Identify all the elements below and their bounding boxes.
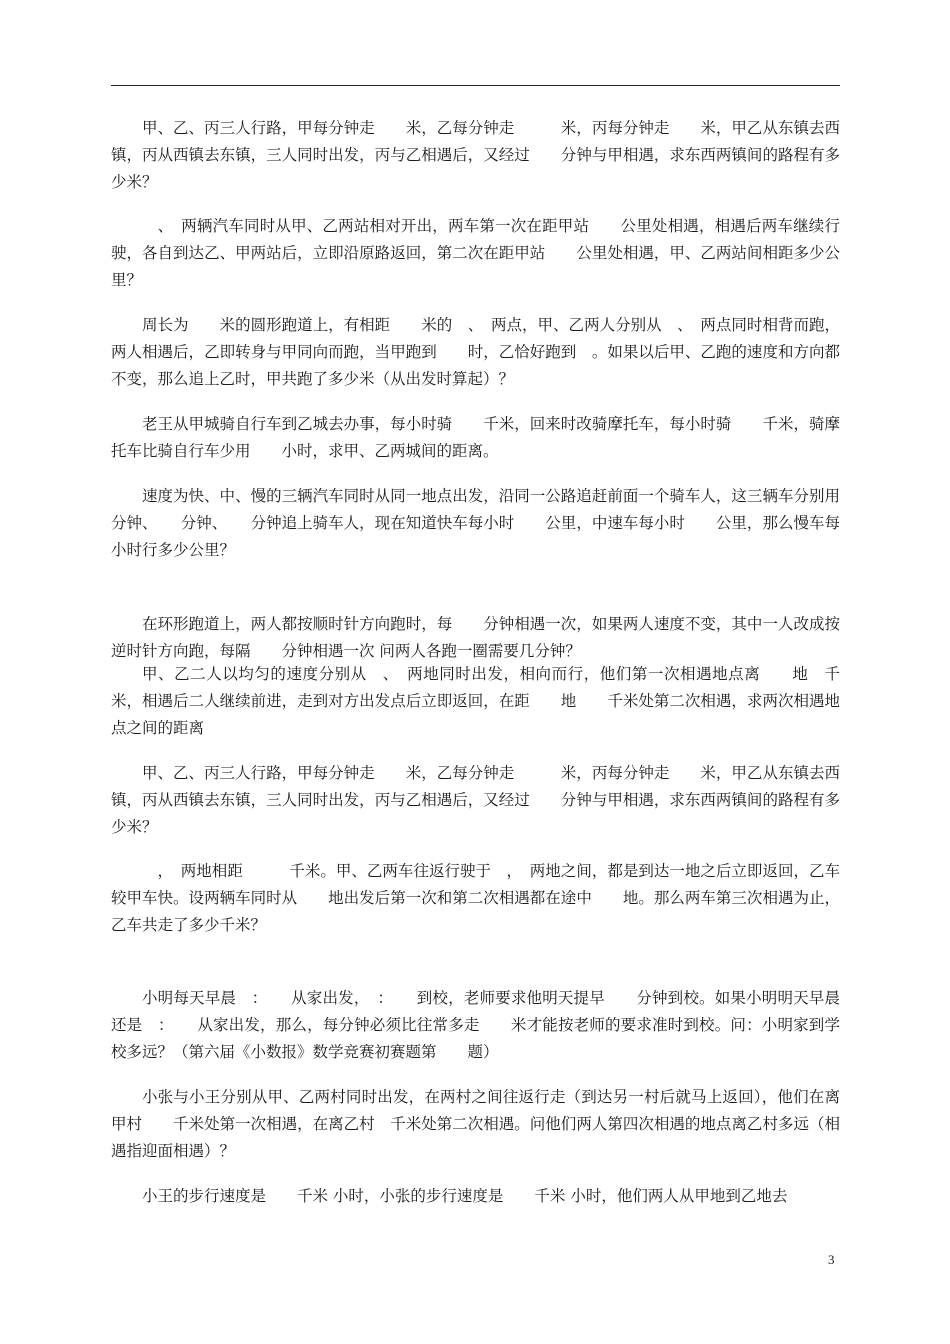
problem-6: 在环形跑道上，两人都按顺时针方向跑时，每 分钟相遇一次，如果两人速度不变，其中一人改成按逆时针方向跑，每隔 分钟相遇一次 问两人各跑一圈需要几分钟？ <box>111 615 840 660</box>
problem-2: 、 两辆汽车同时从甲、乙两站相对开出，两车第一次在距甲站 公里处相遇，相遇后两车继续行驶，各自到达乙、甲两站后，立即沿原路返回，第二次在距甲站 公里处相遇，甲、乙两站间相距多少公里？ <box>111 217 840 289</box>
problem-9: ， 两地相距 千米。甲、乙两车往返行驶于 ， 两地之间，都是到达一地之后立即返回，乙车较甲车快。设两辆车同时从 地出发后第一次和第二次相遇都在途中 地。那么两车第三次相遇为止，乙车共走了多少千米？ <box>111 862 840 934</box>
problem-12: 小王的步行速度是 千米 小时，小张的步行速度是 千米 小时，他们两人从甲地到乙地去 <box>142 1187 788 1205</box>
problem-3: 周长为 米的圆形跑道上，有相距 米的 、 两点，甲、乙两人分别从 、 两点同时相背而跑，两人相遇后，乙即转身与甲同向而跑，当甲跑到 时，乙恰好跑到 。如果以后甲、乙跑的速度和方向都不变，那么追上乙时，甲共跑了多少米（从出发时算起）？ <box>111 316 840 388</box>
problem-8: 甲、乙、丙三人行路，甲每分钟走 米，乙每分钟走 米，丙每分钟走 米，甲乙从东镇去西镇，丙从西镇去东镇，三人同时出发，丙与乙相遇后，又经过 分钟与甲相遇，求东西两镇间的路程有多少米？ <box>111 764 840 836</box>
problem-7: 甲、乙二人以均匀的速度分别从 、 两地同时出发，相向而行，他们第一次相遇地点离 地 千米，相遇后二人继续前进，走到对方出发点后立即返回，在距 地 千米处第二次相遇，求两次相遇地点之间的距离 <box>111 665 840 737</box>
problem-11: 小张与小王分别从甲、乙两村同时出发，在两村之间往返行走（到达另一村后就马上返回），他们在离甲村 千米处第一次相遇，在离乙村 千米处第二次相遇。问他们两人第四次相遇的地点离乙村多远（相遇指迎面相遇）？ <box>111 1088 840 1160</box>
header-rule <box>111 85 840 86</box>
page-number: 3 <box>828 1252 835 1267</box>
problem-10: 小明每天早晨 ： 从家出发， ： 到校，老师要求他明天提早 分钟到校。如果小明明天早晨还是 ： 从家出发，那么，每分钟必须比往常多走 米才能按老师的要求准时到校。问：小明家到学校多远？（第六届《小数报》数学竞赛初赛题第 题） <box>111 989 840 1061</box>
problem-4: 老王从甲城骑自行车到乙城去办事，每小时骑 千米，回来时改骑摩托车，每小时骑 千米，骑摩托车比骑自行车少用 小时，求甲、乙两城间的距离。 <box>111 415 840 460</box>
problem-1: 甲、乙、丙三人行路，甲每分钟走 米，乙每分钟走 米，丙每分钟走 米，甲乙从东镇去西镇，丙从西镇去东镇，三人同时出发，丙与乙相遇后，又经过 分钟与甲相遇，求东西两镇间的路程有多少米？ <box>111 119 840 191</box>
problem-5: 速度为快、中、慢的三辆汽车同时从同一地点出发，沿同一公路追赶前面一个骑车人，这三辆车分别用 分钟、 分钟、 分钟追上骑车人，现在知道快车每小时 公里，中速车每小时 公里，那么慢车每小时行多少公里？ <box>111 487 856 559</box>
